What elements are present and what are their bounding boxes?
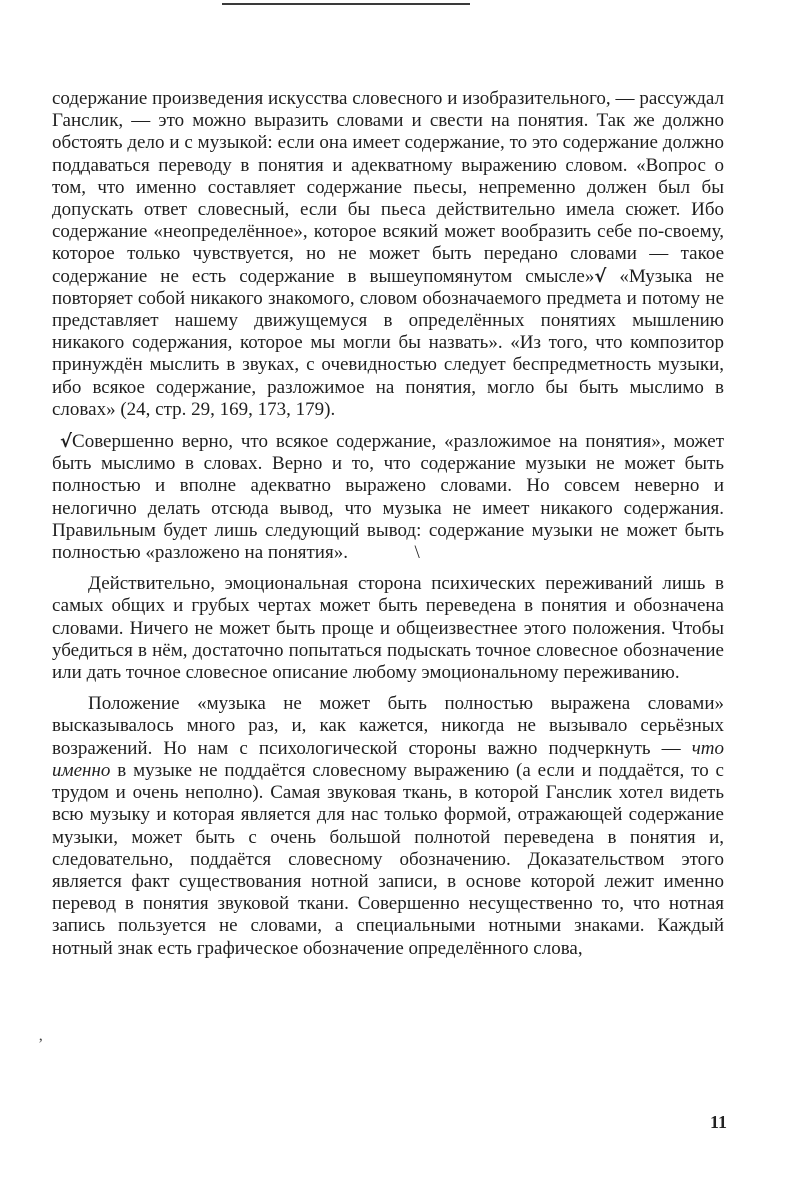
check-mark-icon: √ (60, 431, 73, 453)
margin-mark: ’ (38, 1036, 44, 1053)
page-body (52, 88, 724, 960)
stray-mark: \ (414, 542, 420, 564)
check-mark-icon: √ (594, 265, 607, 287)
paragraph-1 (52, 88, 724, 421)
paragraph-2-text: Совершенно верно, что всякое содержание, «разложимое на понятия», может быть мыслимо в словах. Верно и то, что содержание музыки не может быть полностью и вполне адекватно выражено словами. Но совсем неверно и нелогично делать отсюда вывод, что музыка не имеет никакого содержания. Правильным будет лишь следующий вывод: содержание музыки не может быть полностью «разложено на понятия». (52, 431, 724, 564)
paragraph-3 (52, 573, 724, 684)
paragraph-4-text-before: Положение «музыка не может быть полностью выражена словами» высказывалось много раз, и, как кажется, никогда не вызывало серьёзных возражений. Но нам с психологической стороны важно подчеркнуть — (52, 693, 724, 759)
paragraph-1-text: содержание произведения искусства словесного и изобразительного, — рассуждал Ганслик, — это можно выразить словами и свести на понятия. Так же должно обстоять дело и с музыкой: если она имеет содержание, то это содержание должно поддаваться переводу в понятия и адекватному выражению словом. «Вопрос о том, что именно составляет содержание пьесы, непременно должен был бы допускать ответ словесный, если бы пьеса действительно имела сюжет. Ибо содержание «неопределённое», которое всякий может вообразить себе по-своему, которое только чувствуется, но не может быть передано словами — такое содержание не есть содержание в вышеупомянутом смысле» (52, 88, 724, 287)
paragraph-4 (52, 693, 724, 959)
paragraph-4-emphasis: что именно (52, 737, 724, 781)
paragraph-4-text-after: в музыке не поддаётся словесному выражению (а если и поддаётся, то с трудом и очень неполно). Самая звуковая ткань, в которой Ганслик хотел видеть всю музыку и которая является для нас только формой, отражающей содержание музыки, может быть с очень большой полнотой переведена в понятия и, следовательно, поддаётся словесному обозначению. Доказательством этого является факт существования нотной записи, в основе которой лежит именно перевод в понятия звуковой ткани. Совершенно несущественно то, что нотная запись пользуется не словами, а специальными нотными знаками. Каждый нотный знак есть графическое обозначение определённого слова, (52, 759, 724, 959)
paragraph-2 (52, 431, 724, 564)
top-rule (222, 3, 470, 5)
page-number: 11 (709, 1112, 727, 1132)
paragraph-3-text: Действительно, эмоциональная сторона психических переживаний лишь в самых общих и грубых чертах может быть переведена в понятия и обозначена словами. Ничего не может быть проще и общеизвестнее этого положения. Чтобы убедиться в нём, достаточно попытаться подыскать точное словесное обозначение или дать точное словесное описание любому эмоциональному переживанию. (52, 573, 724, 684)
paragraph-1-text-after: «Музыка не повторяет собой никакого знакомого, словом обозначаемого предмета и потому не представляет нашему движущемуся в определённых понятиях мышлению никакого содержания, которое мы могли бы назвать». «Из того, что композитор принуждён мыслить в звуках, с очевидностью следует беспредметность музыки, ибо всякое содержание, разложимое на понятия, могло бы быть мыслимо в словах» (24, стр. 29, 169, 173, 179). (52, 265, 725, 420)
